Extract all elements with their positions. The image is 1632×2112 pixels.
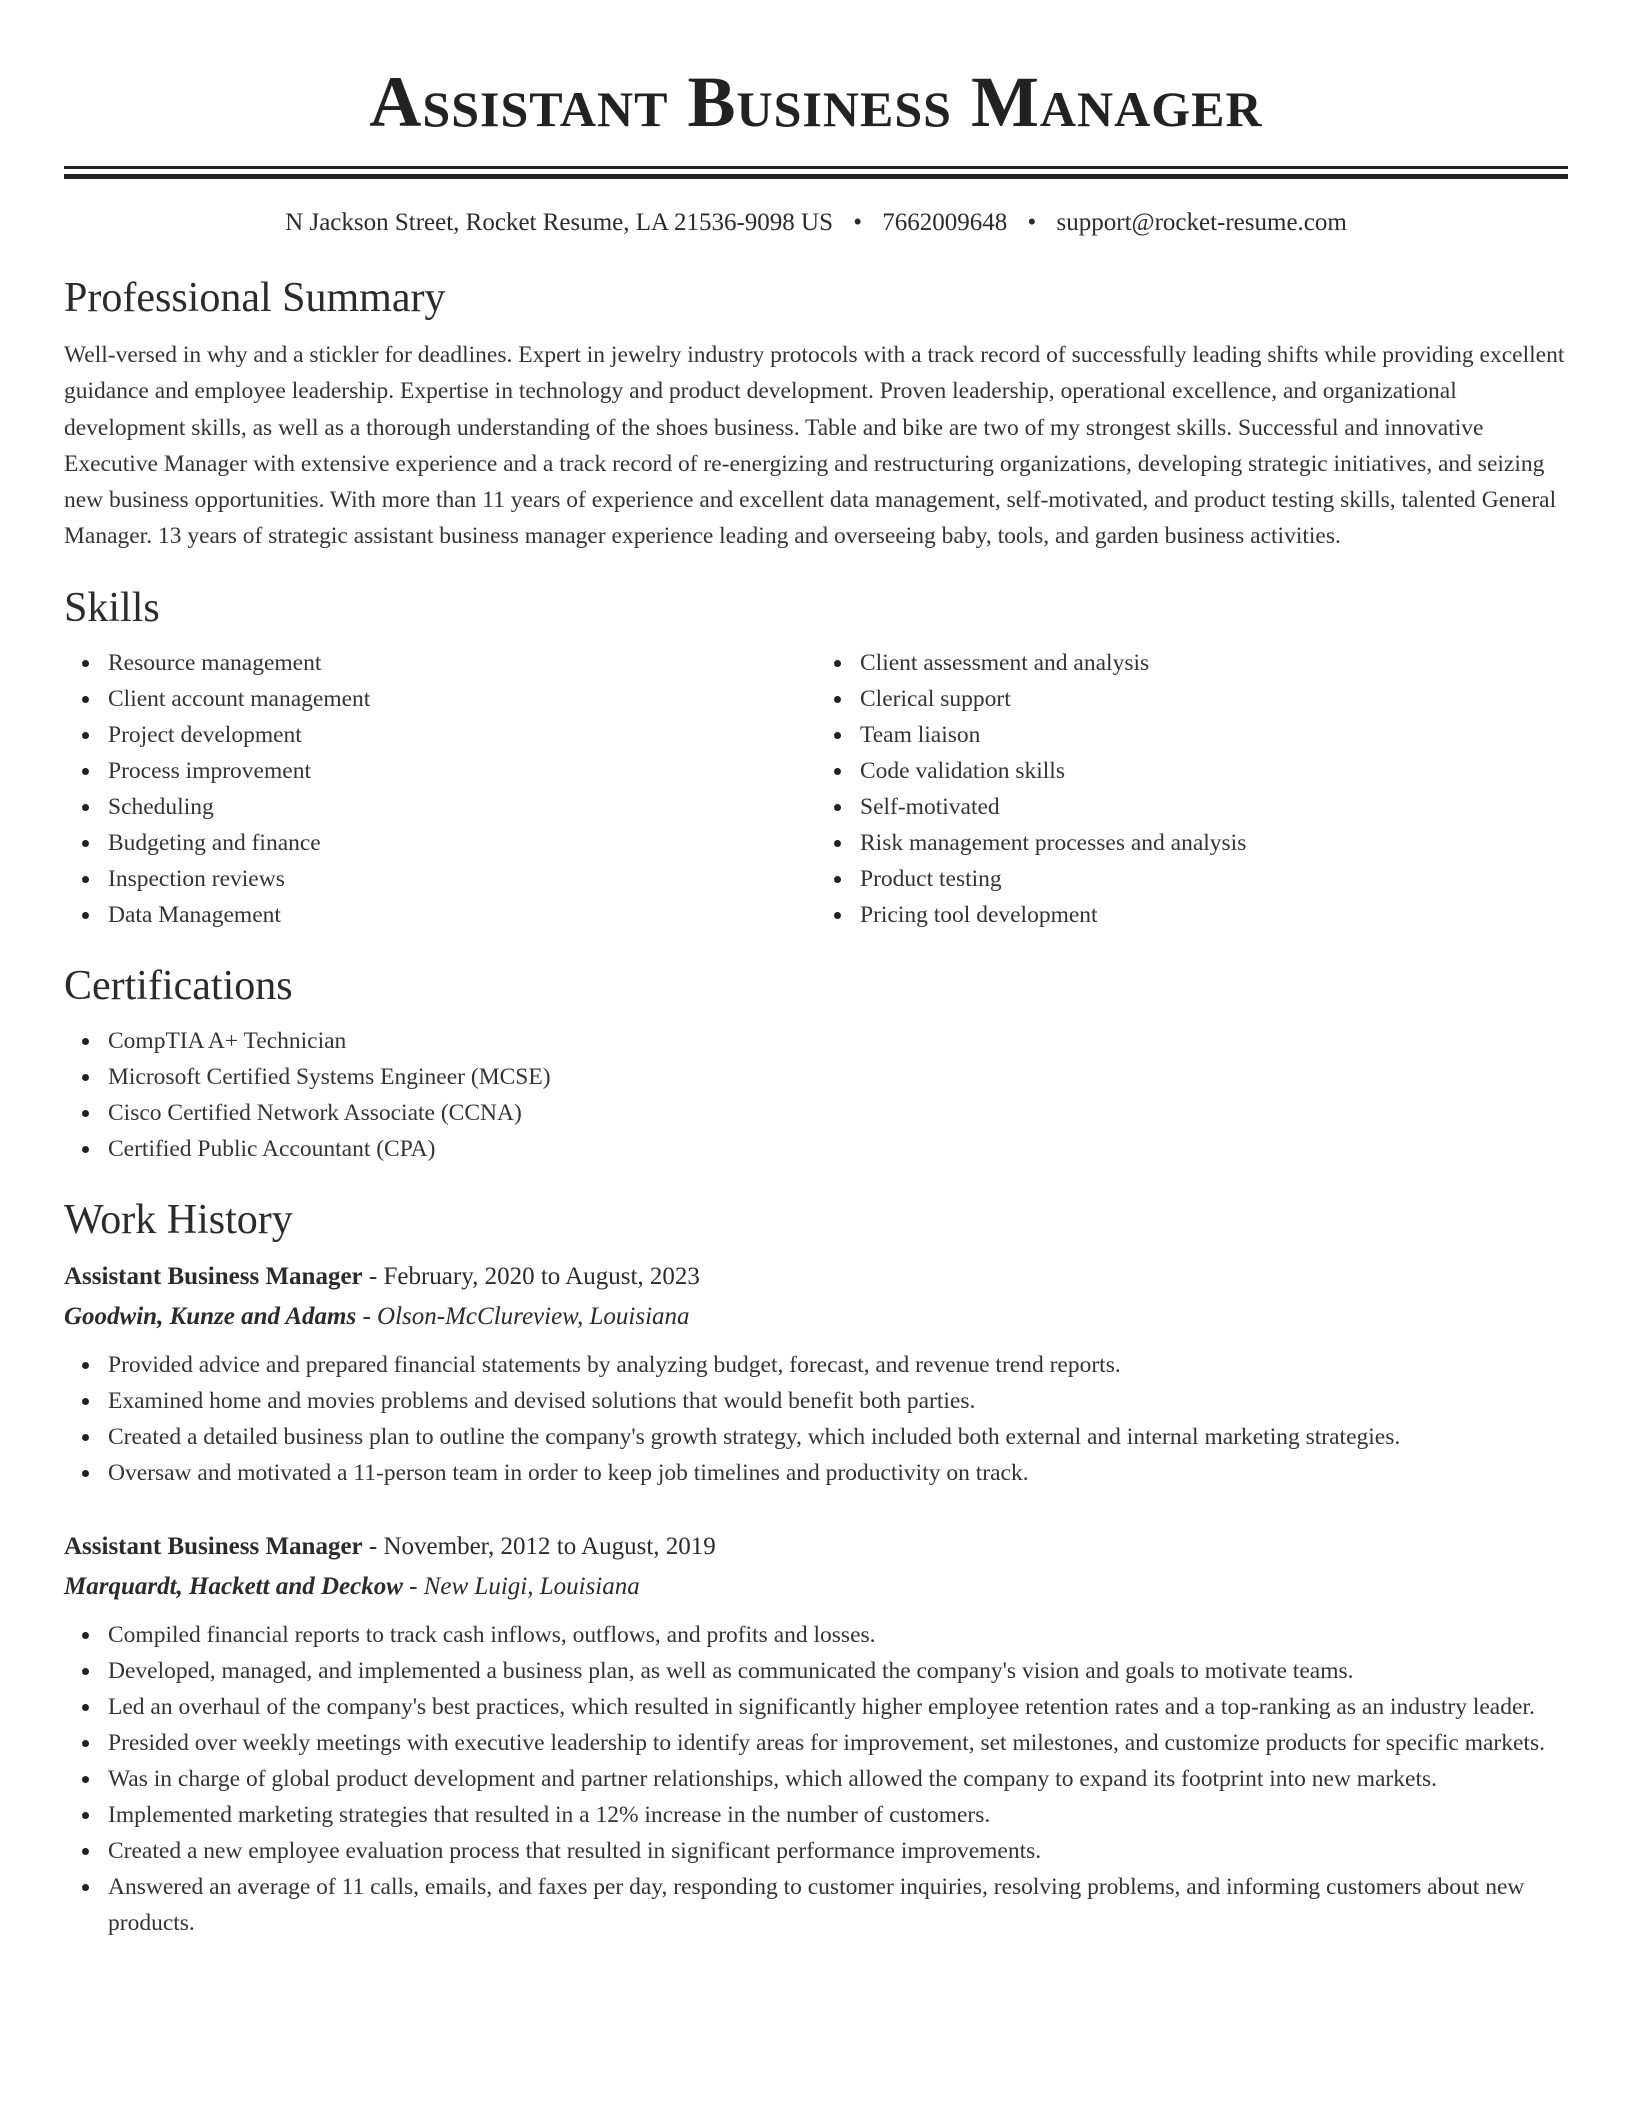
- job-bullet: Developed, managed, and implemented a business plan, as well as communicated the company's vision and goals to motivate teams.: [108, 1653, 1568, 1689]
- job-entry: [64, 1257, 1568, 1491]
- contact-separator: •: [853, 209, 863, 236]
- job-bullet: Led an overhaul of the company's best practices, which resulted in significantly higher employee retention rates and a top-ranking as an industry leader.: [108, 1689, 1568, 1725]
- job-company: Goodwin, Kunze and Adams: [64, 1302, 357, 1330]
- contact-phone: 7662009648: [882, 209, 1008, 236]
- job-bullet: Answered an average of 11 calls, emails, and faxes per day, responding to customer inquiries, resolving problems, and informing customers about new products.: [108, 1869, 1568, 1941]
- header-double-rule: [64, 166, 1568, 179]
- certifications-list: [64, 1023, 1568, 1167]
- skill-item: Team liaison: [860, 717, 1568, 753]
- job-title-line: [64, 1527, 1568, 1567]
- contact-address: N Jackson Street, Rocket Resume, LA 21536-9098 US: [285, 209, 834, 236]
- job-bullets: [64, 1617, 1568, 1941]
- job-dates: - February, 2020 to August, 2023: [362, 1262, 700, 1290]
- job-company-line: [64, 1297, 1568, 1337]
- job-bullet: Examined home and movies problems and devised solutions that would benefit both parties.: [108, 1383, 1568, 1419]
- job-bullet: Compiled financial reports to track cash inflows, outflows, and profits and losses.: [108, 1617, 1568, 1653]
- certification-item: Certified Public Accountant (CPA): [108, 1131, 1568, 1167]
- job-location: - New Luigi, Louisiana: [402, 1572, 640, 1600]
- certification-item: Cisco Certified Network Associate (CCNA): [108, 1095, 1568, 1131]
- job-title: Assistant Business Manager: [64, 1532, 363, 1560]
- job-bullet: Implemented marketing strategies that resulted in a 12% increase in the number of customers.: [108, 1797, 1568, 1833]
- job-bullets: [64, 1347, 1568, 1491]
- skill-item: Product testing: [860, 861, 1568, 897]
- job-location: - Olson-McClureview, Louisiana: [356, 1302, 690, 1330]
- skills-list-left: [64, 645, 816, 933]
- skill-item: Clerical support: [860, 681, 1568, 717]
- skills-list-right: [816, 645, 1568, 933]
- job-bullet: Presided over weekly meetings with executive leadership to identify areas for improvement, set milestones, and customize products for specific markets.: [108, 1725, 1568, 1761]
- skills-heading: Skills: [64, 584, 160, 631]
- job-bullet: Created a detailed business plan to outline the company's growth strategy, which included both external and internal marketing strategies.: [108, 1419, 1568, 1455]
- skill-item: Data Management: [108, 897, 816, 933]
- job-entry: [64, 1527, 1568, 1941]
- contact-separator: •: [1027, 209, 1037, 236]
- work-history-heading: Work History: [64, 1196, 293, 1243]
- job-title: Assistant Business Manager: [64, 1262, 363, 1290]
- skill-item: Client assessment and analysis: [860, 645, 1568, 681]
- skill-item: Scheduling: [108, 789, 816, 825]
- summary-text: Well-versed in why and a stickler for deadlines. Expert in jewelry industry protocols with a track record of successfully leading shifts while providing excellent guidance and employee leadership. Expertise in technology and product development. Proven leadership, operational excellence, and organizational development skills, as well as a thorough understanding of the shoes business. Table and bike are two of my strongest skills. Successful and innovative Executive Manager with extensive experience and a track record of re-energizing and restructuring organizations, developing strategic initiatives, and seizing new business opportunities. With more than 11 years of experience and excellent data management, self-motivated, and product testing skills, talented General Manager. 13 years of strategic assistant business manager experience leading and overseeing baby, tools, and garden business activities.: [64, 342, 1565, 550]
- job-bullet: Created a new employee evaluation process that resulted in significant performance improvements.: [108, 1833, 1568, 1869]
- contact-line: [64, 207, 1568, 239]
- contact-email: support@rocket-resume.com: [1056, 209, 1347, 236]
- skill-item: Budgeting and finance: [108, 825, 816, 861]
- job-bullet: Was in charge of global product development and partner relationships, which allowed the company to expand its footprint into new markets.: [108, 1761, 1568, 1797]
- resume-name: Assistant Business Manager: [369, 62, 1263, 142]
- job-bullet: Oversaw and motivated a 11-person team in order to keep job timelines and productivity on track.: [108, 1455, 1568, 1491]
- job-bullet: Provided advice and prepared financial statements by analyzing budget, forecast, and revenue trend reports.: [108, 1347, 1568, 1383]
- job-dates: - November, 2012 to August, 2019: [362, 1532, 716, 1560]
- skill-item: Pricing tool development: [860, 897, 1568, 933]
- skill-item: Resource management: [108, 645, 816, 681]
- job-title-line: [64, 1257, 1568, 1297]
- skills-grid: [64, 645, 1568, 933]
- certification-item: CompTIA A+ Technician: [108, 1023, 1568, 1059]
- certifications-heading: Certifications: [64, 962, 293, 1009]
- job-company: Marquardt, Hackett and Deckow: [64, 1572, 403, 1600]
- skill-item: Risk management processes and analysis: [860, 825, 1568, 861]
- summary-heading: Professional Summary: [64, 275, 446, 321]
- skill-item: Code validation skills: [860, 753, 1568, 789]
- skill-item: Process improvement: [108, 753, 816, 789]
- skill-item: Client account management: [108, 681, 816, 717]
- certification-item: Microsoft Certified Systems Engineer (MCSE): [108, 1059, 1568, 1095]
- skill-item: Inspection reviews: [108, 861, 816, 897]
- skill-item: Project development: [108, 717, 816, 753]
- skill-item: Self-motivated: [860, 789, 1568, 825]
- job-company-line: [64, 1567, 1568, 1607]
